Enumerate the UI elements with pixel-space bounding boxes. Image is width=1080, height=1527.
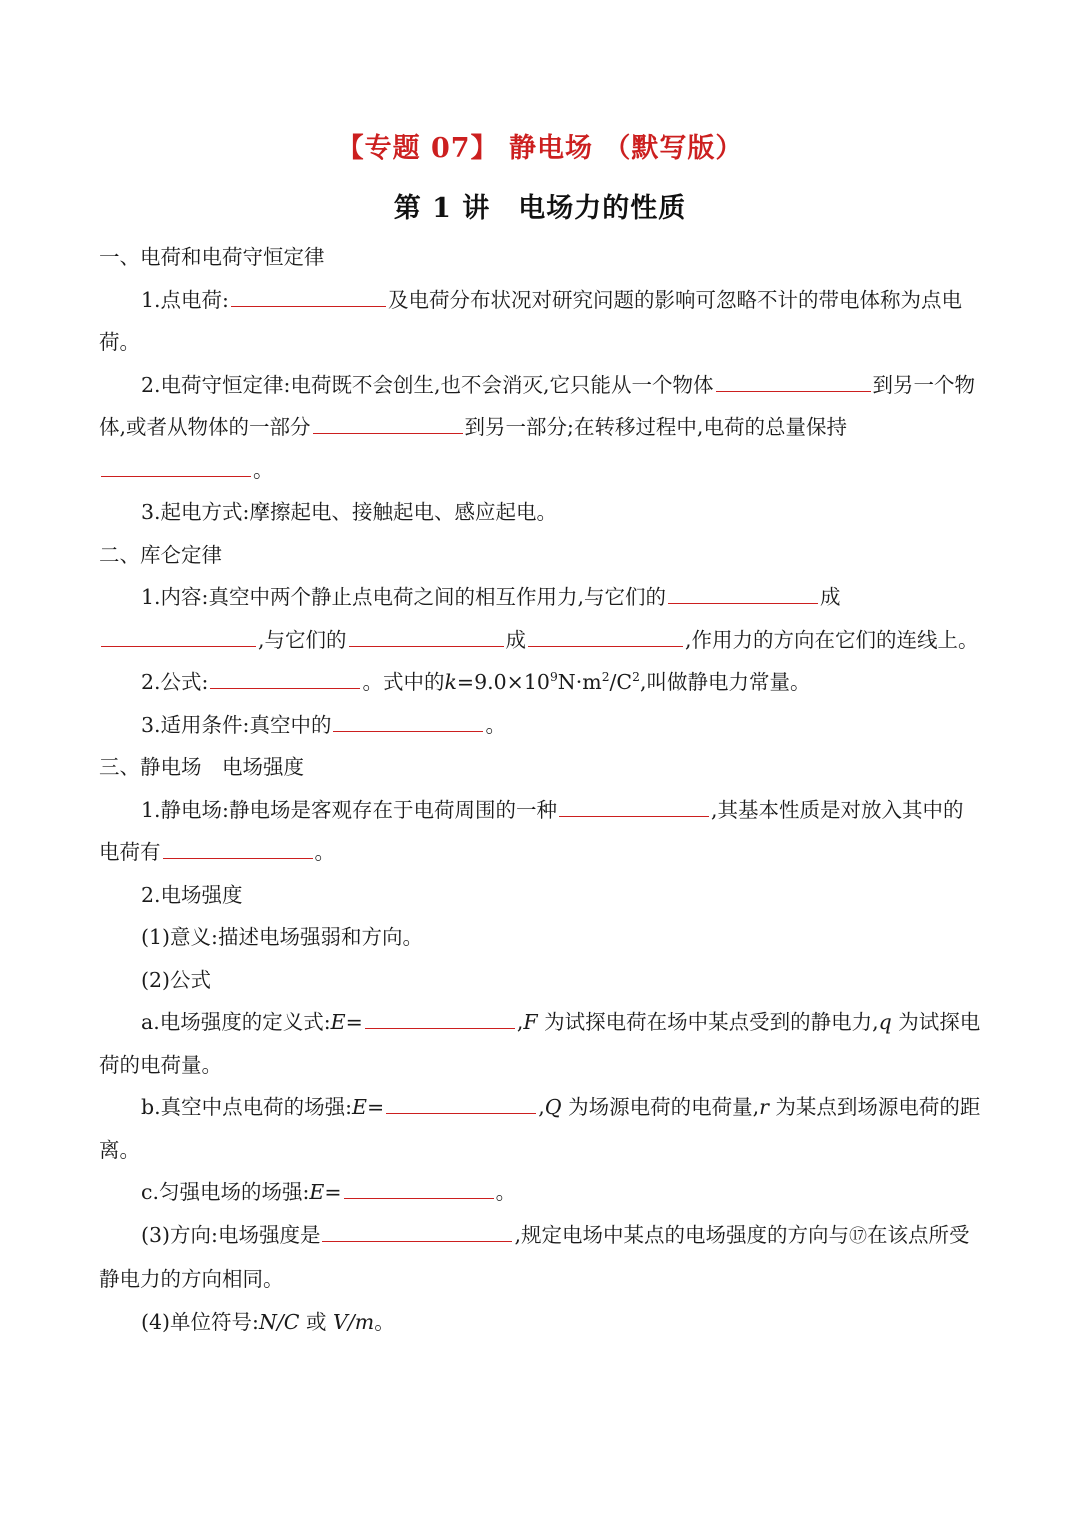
fill-blank[interactable]	[101, 625, 256, 647]
text: 成	[819, 585, 841, 609]
text: 到另一个物体,或者从物体的一部分	[99, 372, 975, 439]
text: ,叫做静电力常量。	[639, 670, 811, 694]
item-uniform-field	[99, 1171, 983, 1214]
text: (3)方向:电场强度是	[141, 1222, 321, 1247]
text: 成	[505, 627, 527, 652]
symbol-q: q	[878, 1010, 892, 1034]
text: ,其基本性质是对放入其中的电荷有	[99, 797, 964, 864]
text: 2.公式:	[141, 670, 209, 694]
text: 在该点所受静电力的方向相同。	[99, 1222, 970, 1291]
text: 。	[495, 1180, 517, 1204]
fill-blank[interactable]	[101, 455, 251, 477]
text: 。	[314, 840, 335, 864]
symbol-E: E	[309, 1180, 325, 1204]
text: a.电场强度的定义式:	[141, 1010, 331, 1034]
text: 1.静电场:静电场是客观存在于电荷周围的一种	[141, 797, 557, 822]
text: N·m	[557, 670, 602, 694]
text: 到另一部分;在转移过程中,电荷的总量保持	[464, 415, 847, 439]
text: 2.电荷守恒定律:电荷既不会创生,也不会消灭,它只能从一个物体	[141, 372, 714, 397]
text: 为某点到场源电荷的距离。	[99, 1095, 981, 1162]
item-unit	[99, 1301, 983, 1344]
text: 为试探电荷在场中某点受到的静电力,	[537, 1010, 879, 1034]
fill-blank[interactable]	[163, 838, 313, 860]
text: 。	[374, 1309, 395, 1334]
fill-blank[interactable]	[386, 1093, 536, 1115]
text: 。	[485, 712, 506, 737]
exponent: 2	[601, 670, 610, 685]
text: 。	[253, 457, 274, 482]
text: ,与它们的	[258, 627, 347, 652]
fill-blank[interactable]	[668, 583, 818, 605]
unit-v-per-m: V/m	[333, 1309, 375, 1334]
fill-blank[interactable]	[231, 285, 386, 307]
text: ,作用力的方向在它们的连线上。	[685, 627, 979, 652]
section-heading-1: 一、电荷和电荷守恒定律	[99, 245, 325, 269]
section-heading-2: 二、库仑定律	[99, 542, 222, 567]
fill-blank[interactable]	[559, 795, 709, 817]
circled-number: ⑰	[848, 1225, 867, 1247]
text: /C	[609, 670, 633, 694]
item-point-charge-field: b.真空中点电荷的场强:E= ,Q 为场源电荷的电荷量,r 为某点到场源电荷的距离。	[99, 1086, 983, 1171]
item-coulomb-formula	[99, 661, 983, 704]
text: =	[324, 1180, 342, 1204]
text: =9.0×10	[456, 670, 550, 694]
item-coulomb-content	[99, 576, 983, 661]
text: 3.适用条件:真空中的	[141, 712, 332, 737]
fill-blank[interactable]	[210, 668, 360, 690]
item-static-field	[99, 789, 983, 874]
text: (4)单位符号:	[141, 1309, 259, 1334]
item-definition-formula: a.电场强度的定义式:E= ,F 为试探电荷在场中某点受到的静电力,q 为试探电荷的电荷量。	[99, 1001, 983, 1086]
fill-blank[interactable]	[349, 625, 504, 647]
exponent: 2	[632, 670, 640, 685]
text: 为试探电荷的电荷量。	[99, 1010, 981, 1077]
symbol-Q: Q	[544, 1095, 562, 1119]
item-meaning: (1)意义:描述电场强弱和方向。	[141, 925, 423, 949]
exponent: 9	[549, 670, 558, 685]
item-coulomb-conditions	[99, 704, 983, 747]
fill-blank[interactable]	[322, 1220, 512, 1242]
item-point-charge	[99, 279, 983, 364]
symbol-r: r	[759, 1095, 769, 1119]
text: b.真空中点电荷的场强:	[141, 1095, 353, 1119]
text: =	[367, 1095, 385, 1119]
item-formula: (2)公式	[141, 967, 212, 992]
text: 1.点电荷:	[141, 287, 229, 312]
fill-blank[interactable]	[365, 1008, 515, 1030]
fill-blank[interactable]	[313, 413, 463, 435]
section-heading-3: 三、静电场 电场强度	[99, 755, 304, 779]
symbol-F: F	[523, 1010, 538, 1034]
item-field-strength: 2.电场强度	[141, 882, 243, 907]
fill-blank[interactable]	[528, 625, 683, 647]
item-charging-methods: 3.起电方式:摩擦起电、接触起电、感应起电。	[141, 500, 557, 524]
text: 。式中的	[362, 670, 445, 694]
fill-blank[interactable]	[333, 710, 483, 732]
text: 及电荷分布状况对研究问题的影响可忽略不计的带电体称为点电荷。	[99, 287, 962, 354]
text: 1.内容:真空中两个静止点电荷之间的相互作用力,与它们的	[141, 585, 666, 609]
symbol-k: k	[444, 670, 457, 694]
text: =	[345, 1010, 363, 1034]
symbol-E: E	[352, 1095, 368, 1119]
fill-blank[interactable]	[716, 370, 871, 392]
text: c.匀强电场的场强:	[141, 1180, 310, 1204]
item-direction	[99, 1214, 983, 1301]
symbol-E: E	[330, 1010, 346, 1034]
topic-title: 【专题 07】 静电场 （默写版）	[336, 133, 744, 164]
text: 或	[299, 1309, 334, 1334]
fill-blank[interactable]	[344, 1178, 494, 1200]
unit-n-per-c: N/C	[258, 1309, 300, 1334]
worksheet-body	[99, 236, 983, 1343]
lecture-title: 第 1 讲 电场力的性质	[393, 193, 687, 224]
text: 为场源电荷的电荷量,	[561, 1095, 760, 1119]
item-charge-conservation	[99, 364, 983, 492]
text: ,规定电场中某点的电场强度的方向与	[514, 1222, 849, 1247]
